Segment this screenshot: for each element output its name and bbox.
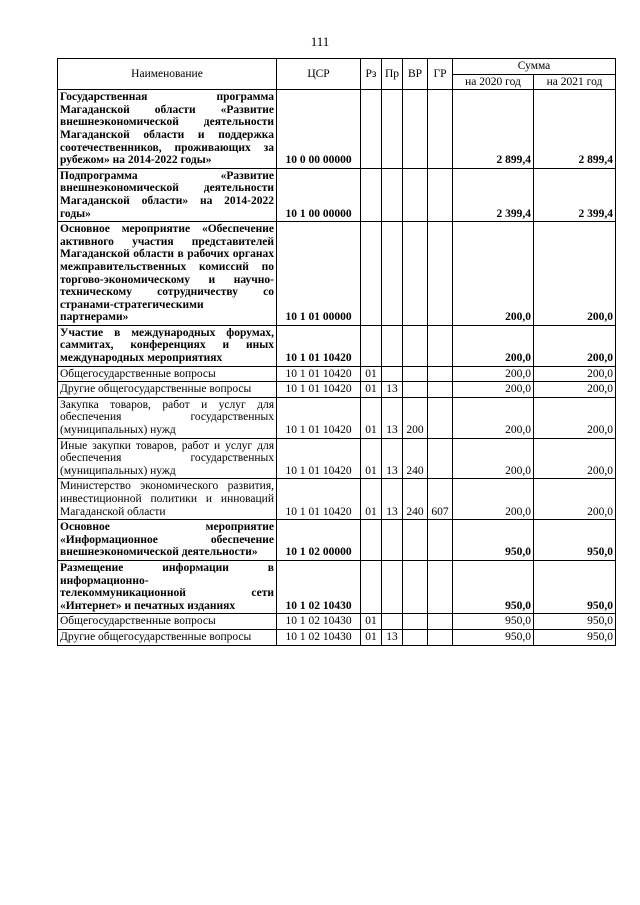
cell-rz: 01 xyxy=(361,382,382,398)
cell-pr: 13 xyxy=(382,479,403,520)
cell-name: Другие общегосударственные вопросы xyxy=(58,629,277,645)
page-number: 111 xyxy=(310,34,330,49)
cell-gr: 607 xyxy=(428,479,453,520)
cell-amount-2021: 200,0 xyxy=(534,479,616,520)
cell-name: Размещение информации в информационно-телекоммуникационной сети «Интернет» и печатных изданиях xyxy=(58,560,277,613)
cell-csr: 10 1 01 10420 xyxy=(277,382,361,398)
cell-gr xyxy=(428,614,453,630)
cell-name: Основное мероприятие «Информационное обеспечение внешнеэкономической деятельности» xyxy=(58,520,277,561)
cell-vr xyxy=(403,382,428,398)
cell-pr: 13 xyxy=(382,629,403,645)
table-body xyxy=(58,90,616,645)
cell-name: Закупка товаров, работ и услуг для обеспечения государственных (муниципальных) нужд xyxy=(58,397,277,438)
cell-rz: 01 xyxy=(361,438,382,479)
cell-vr xyxy=(403,366,428,382)
cell-csr: 10 1 02 10430 xyxy=(277,629,361,645)
cell-pr xyxy=(382,614,403,630)
header-rz: Рз xyxy=(361,59,382,90)
cell-rz: 01 xyxy=(361,629,382,645)
cell-amount-2020: 200,0 xyxy=(453,438,534,479)
cell-rz: 01 xyxy=(361,397,382,438)
cell-amount-2020: 950,0 xyxy=(453,629,534,645)
cell-csr: 10 1 01 10420 xyxy=(277,325,361,366)
header-gr: ГР xyxy=(428,59,453,90)
cell-gr xyxy=(428,397,453,438)
cell-rz: 01 xyxy=(361,366,382,382)
cell-amount-2021: 950,0 xyxy=(534,560,616,613)
cell-csr: 10 1 00 00000 xyxy=(277,168,361,221)
table-row xyxy=(58,90,616,169)
cell-vr: 200 xyxy=(403,397,428,438)
cell-vr xyxy=(403,168,428,221)
table-row xyxy=(58,168,616,221)
cell-amount-2020: 2 399,4 xyxy=(453,168,534,221)
cell-amount-2021: 200,0 xyxy=(534,397,616,438)
cell-vr xyxy=(403,90,428,169)
cell-gr xyxy=(428,560,453,613)
budget-table xyxy=(57,58,616,646)
header-year-2020: на 2020 год xyxy=(453,74,534,90)
cell-csr: 10 1 01 00000 xyxy=(277,222,361,326)
cell-csr: 10 0 00 00000 xyxy=(277,90,361,169)
table-row xyxy=(58,614,616,630)
cell-rz xyxy=(361,90,382,169)
cell-gr xyxy=(428,366,453,382)
cell-rz xyxy=(361,168,382,221)
cell-pr xyxy=(382,366,403,382)
cell-amount-2021: 200,0 xyxy=(534,366,616,382)
cell-amount-2020: 950,0 xyxy=(453,520,534,561)
cell-rz xyxy=(361,325,382,366)
cell-csr: 10 1 02 10430 xyxy=(277,560,361,613)
cell-amount-2021: 200,0 xyxy=(534,325,616,366)
table-row xyxy=(58,366,616,382)
cell-vr xyxy=(403,614,428,630)
cell-gr xyxy=(428,382,453,398)
cell-name: Государственная программа Магаданской области «Развитие внешнеэкономической деятельности Магаданской области и поддержка соотечественников, проживающих за рубежом» на 2014-2022 годы» xyxy=(58,90,277,169)
cell-name: Основное мероприятие «Обеспечение активного участия представителей Магаданской области в рабочих органах межправительственных комиссий по торгово-экономическому и научно-техническому сотрудничеству со странами-стратегическими партнерами» xyxy=(58,222,277,326)
table-row xyxy=(58,222,616,326)
table-row xyxy=(58,629,616,645)
cell-pr xyxy=(382,90,403,169)
cell-pr: 13 xyxy=(382,438,403,479)
cell-name: Общегосударственные вопросы xyxy=(58,614,277,630)
cell-pr xyxy=(382,560,403,613)
cell-name: Подпрограмма «Развитие внешнеэкономической деятельности Магаданской области» на 2014-2022 годы» xyxy=(58,168,277,221)
cell-rz xyxy=(361,560,382,613)
table-row xyxy=(58,438,616,479)
cell-amount-2020: 200,0 xyxy=(453,397,534,438)
cell-amount-2021: 950,0 xyxy=(534,520,616,561)
cell-rz xyxy=(361,222,382,326)
cell-gr xyxy=(428,168,453,221)
header-vr: ВР xyxy=(403,59,428,90)
cell-rz: 01 xyxy=(361,614,382,630)
header-sum: Сумма xyxy=(453,59,616,75)
cell-name: Общегосударственные вопросы xyxy=(58,366,277,382)
cell-vr xyxy=(403,222,428,326)
cell-vr: 240 xyxy=(403,479,428,520)
cell-gr xyxy=(428,325,453,366)
cell-amount-2020: 200,0 xyxy=(453,479,534,520)
cell-pr: 13 xyxy=(382,397,403,438)
cell-gr xyxy=(428,520,453,561)
cell-csr: 10 1 02 00000 xyxy=(277,520,361,561)
cell-vr xyxy=(403,629,428,645)
cell-name: Другие общегосударственные вопросы xyxy=(58,382,277,398)
cell-pr xyxy=(382,168,403,221)
header-year-2021: на 2021 год xyxy=(534,74,616,90)
table-row xyxy=(58,560,616,613)
cell-amount-2020: 950,0 xyxy=(453,614,534,630)
cell-pr xyxy=(382,325,403,366)
cell-gr xyxy=(428,222,453,326)
header-name: Наименование xyxy=(58,59,277,90)
cell-amount-2020: 200,0 xyxy=(453,366,534,382)
cell-vr xyxy=(403,325,428,366)
cell-name: Министерство экономического развития, инвестиционной политики и инноваций Магаданской области xyxy=(58,479,277,520)
cell-gr xyxy=(428,438,453,479)
header-csr: ЦСР xyxy=(277,59,361,90)
cell-amount-2021: 2 899,4 xyxy=(534,90,616,169)
cell-pr xyxy=(382,520,403,561)
cell-amount-2021: 2 399,4 xyxy=(534,168,616,221)
cell-amount-2020: 200,0 xyxy=(453,222,534,326)
cell-amount-2021: 200,0 xyxy=(534,438,616,479)
cell-amount-2020: 200,0 xyxy=(453,382,534,398)
table-row xyxy=(58,479,616,520)
cell-amount-2021: 950,0 xyxy=(534,629,616,645)
cell-amount-2021: 950,0 xyxy=(534,614,616,630)
cell-vr: 240 xyxy=(403,438,428,479)
cell-csr: 10 1 01 10420 xyxy=(277,479,361,520)
cell-amount-2020: 2 899,4 xyxy=(453,90,534,169)
cell-name: Участие в международных форумах, саммитах, конференциях и иных международных мероприятиях xyxy=(58,325,277,366)
cell-amount-2021: 200,0 xyxy=(534,222,616,326)
cell-amount-2020: 950,0 xyxy=(453,560,534,613)
cell-csr: 10 1 02 10430 xyxy=(277,614,361,630)
cell-amount-2021: 200,0 xyxy=(534,382,616,398)
cell-name: Иные закупки товаров, работ и услуг для обеспечения государственных (муниципальных) нужд xyxy=(58,438,277,479)
table-row xyxy=(58,397,616,438)
cell-rz: 01 xyxy=(361,479,382,520)
cell-pr xyxy=(382,222,403,326)
table-header xyxy=(58,59,616,90)
cell-gr xyxy=(428,90,453,169)
cell-pr: 13 xyxy=(382,382,403,398)
cell-vr xyxy=(403,560,428,613)
cell-gr xyxy=(428,629,453,645)
table-row xyxy=(58,520,616,561)
cell-rz xyxy=(361,520,382,561)
header-pr: Пр xyxy=(382,59,403,90)
cell-csr: 10 1 01 10420 xyxy=(277,438,361,479)
table-row xyxy=(58,382,616,398)
table-row xyxy=(58,325,616,366)
cell-vr xyxy=(403,520,428,561)
cell-amount-2020: 200,0 xyxy=(453,325,534,366)
cell-csr: 10 1 01 10420 xyxy=(277,366,361,382)
cell-csr: 10 1 01 10420 xyxy=(277,397,361,438)
